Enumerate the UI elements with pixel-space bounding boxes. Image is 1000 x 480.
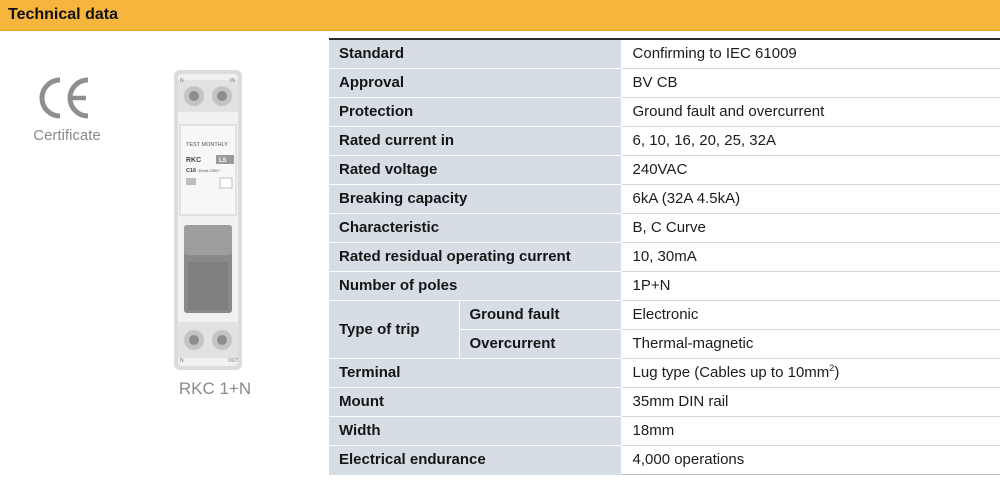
table-row xyxy=(329,39,1000,68)
table-row xyxy=(329,155,1000,184)
table-row xyxy=(329,358,1000,387)
spec-key: Standard xyxy=(329,39,621,68)
spec-value: B, C Curve xyxy=(621,213,1000,242)
spec-value: 6, 10, 16, 20, 25, 32A xyxy=(621,126,1000,155)
spec-key: Width xyxy=(329,416,621,445)
table-row xyxy=(329,184,1000,213)
device-spec-text: 30mA 240V~ xyxy=(198,168,222,173)
spec-value: 18mm xyxy=(621,416,1000,445)
rcbo-device-image xyxy=(150,70,262,370)
spec-key: Characteristic xyxy=(329,213,621,242)
certificate-label: Certificate xyxy=(33,127,101,144)
spec-value xyxy=(621,358,1000,387)
table-row xyxy=(329,126,1000,155)
technical-data-table xyxy=(329,38,1000,475)
spec-value: 10, 30mA xyxy=(621,242,1000,271)
spec-value: 1P+N xyxy=(621,271,1000,300)
spec-key: Approval xyxy=(329,68,621,97)
spec-key: Number of poles xyxy=(329,271,621,300)
spec-value: Thermal-magnetic xyxy=(621,329,1000,358)
ce-mark-icon xyxy=(36,76,92,120)
section-header xyxy=(0,0,1000,31)
spec-key: Rated residual operating current xyxy=(329,242,621,271)
spec-value: 6kA (32A 4.5kA) xyxy=(621,184,1000,213)
table-row xyxy=(329,271,1000,300)
spec-value: Confirming to IEC 61009 xyxy=(621,39,1000,68)
spec-key: Breaking capacity xyxy=(329,184,621,213)
spec-value: Ground fault and overcurrent xyxy=(621,97,1000,126)
spec-subkey: Ground fault xyxy=(459,300,621,329)
device-rating-text: C16 xyxy=(186,168,197,174)
table-row xyxy=(329,300,1000,329)
spec-key: Electrical endurance xyxy=(329,445,621,474)
table-row xyxy=(329,416,1000,445)
spec-value: 35mm DIN rail xyxy=(621,387,1000,416)
brand-logo-text: LS xyxy=(219,158,227,164)
spec-key: Terminal xyxy=(329,358,621,387)
spec-value-text: Lug type (Cables up to 10mm xyxy=(632,364,830,381)
spec-subkey: Overcurrent xyxy=(459,329,621,358)
spec-key: Mount xyxy=(329,387,621,416)
table-row xyxy=(329,387,1000,416)
spec-value: BV CB xyxy=(621,68,1000,97)
device-model-text: RKC xyxy=(186,157,202,164)
terminal-label-in-n: N xyxy=(180,78,184,84)
table-row xyxy=(329,242,1000,271)
spec-value: 4,000 operations xyxy=(621,445,1000,474)
terminal-label-out-n: N xyxy=(180,358,184,364)
product-label: RKC 1+N xyxy=(178,379,252,398)
spec-value: Electronic xyxy=(621,300,1000,329)
spec-key-type-of-trip: Type of trip xyxy=(329,300,459,358)
spec-value: 240VAC xyxy=(621,155,1000,184)
table-row xyxy=(329,97,1000,126)
spec-value-suffix: ) xyxy=(834,364,840,381)
spec-value-superscript: 2 xyxy=(829,363,835,373)
test-monthly-text: TEST MONTHLY xyxy=(186,142,228,148)
table-row xyxy=(329,445,1000,474)
spec-key: Protection xyxy=(329,97,621,126)
spec-key: Rated voltage xyxy=(329,155,621,184)
table-body xyxy=(329,39,1000,474)
table-row xyxy=(329,213,1000,242)
terminal-label-in-l: IN xyxy=(230,78,235,84)
terminal-label-out-l: OUT xyxy=(228,358,239,364)
table-row xyxy=(329,68,1000,97)
spec-key: Rated current in xyxy=(329,126,621,155)
section-title: Technical data xyxy=(8,6,118,23)
